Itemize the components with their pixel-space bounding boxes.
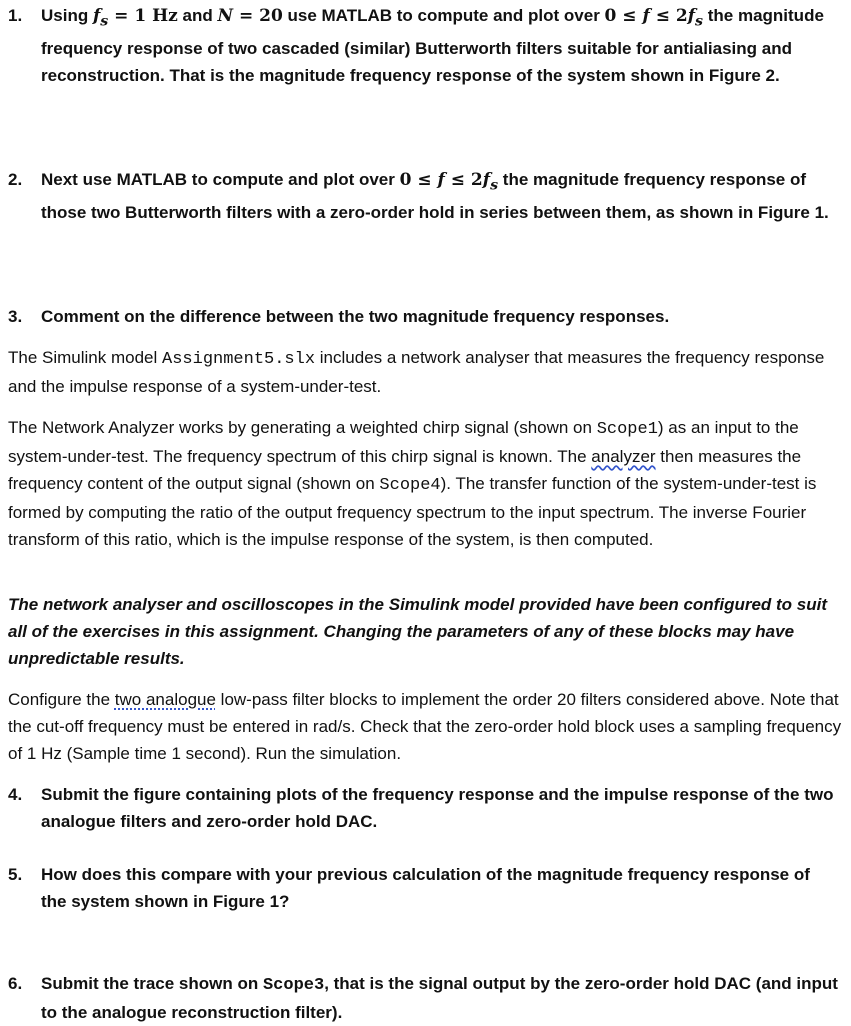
paragraph-warning: The network analyser and oscilloscopes in the Simulink model provided have been configured to suit all of the exercises in this assignment. Changing the parameters of any of these blocks may have unpredictable results. [8, 595, 828, 668]
question-number: 3. [8, 307, 23, 326]
question-number: 2. [8, 170, 23, 189]
model-filename: Assignment5.slx [162, 350, 316, 369]
paragraph-simulink-model: The Simulink model Assignment5.slx includes a network analyser that measures the frequency response and the impulse response of a system-under-test. [8, 348, 825, 396]
question-text: How does this compare with your previous calculation of the magnitude frequency response of the system shown in Figure 1? [41, 865, 810, 911]
question-text: Comment on the difference between the two magnitude frequency responses. [41, 307, 670, 326]
question-text: Next use MATLAB to compute and plot over $0 \le f \le 2f_s$ the magnitude frequency response of those two Butterworth filters with a zero-order hold in series between them, as shown in Figure 1. [41, 170, 829, 223]
question-text: Submit the figure containing plots of the frequency response and the impulse response of the two analogue filters and zero-order hold DAC. [41, 785, 834, 831]
question-number: 4. [8, 785, 23, 804]
paragraph-configure: Configure the two analogue low-pass filter blocks to implement the order 20 filters considered above. Note that the cut-off frequency must be entered in rad/s. Check that the zero-order hold block uses a sampling frequency of 1 Hz (Sample time 1 second). Run the simulation. [8, 690, 842, 763]
question-number: 1. [8, 6, 23, 25]
scope4-name: Scope4 [379, 476, 441, 495]
scope3-name: Scope3 [262, 976, 325, 995]
question-number: 5. [8, 865, 23, 884]
paragraph-network-analyzer: The Network Analyzer works by generating a weighted chirp signal (shown on Scope1) as an input to the system-under-test. The frequency spectrum of this chirp signal is known. The analyzer then measures the frequency content of the output signal (shown on Scope4). The transfer function of the system-under-test is formed by computing the ratio of the output frequency spectrum to the input spectrum. The inverse Fourier transform of this ratio, which is the impulse response of the system, is then computed. [8, 418, 817, 549]
scope1-name: Scope1 [596, 420, 658, 439]
spell-flagged-word: analyzer [591, 447, 656, 466]
question-number: 6. [8, 974, 23, 993]
question-text: Submit the trace shown on Scope3, that is the signal output by the zero-order hold DAC (and input to the analogue reconstruction filter). [41, 974, 838, 1022]
question-text: Using $f_s = 1$ Hz and N = 20 use MATLAB to compute and plot over $0 \le f \le 2f_s$ the magnitude frequency response of two cascaded (similar) Butterworth filters suitable for antialiasing and reconstruction. That is the magnitude frequency response of the system shown in Figure 2. [41, 6, 824, 86]
grammar-flagged-phrase: two analogue [114, 690, 216, 709]
